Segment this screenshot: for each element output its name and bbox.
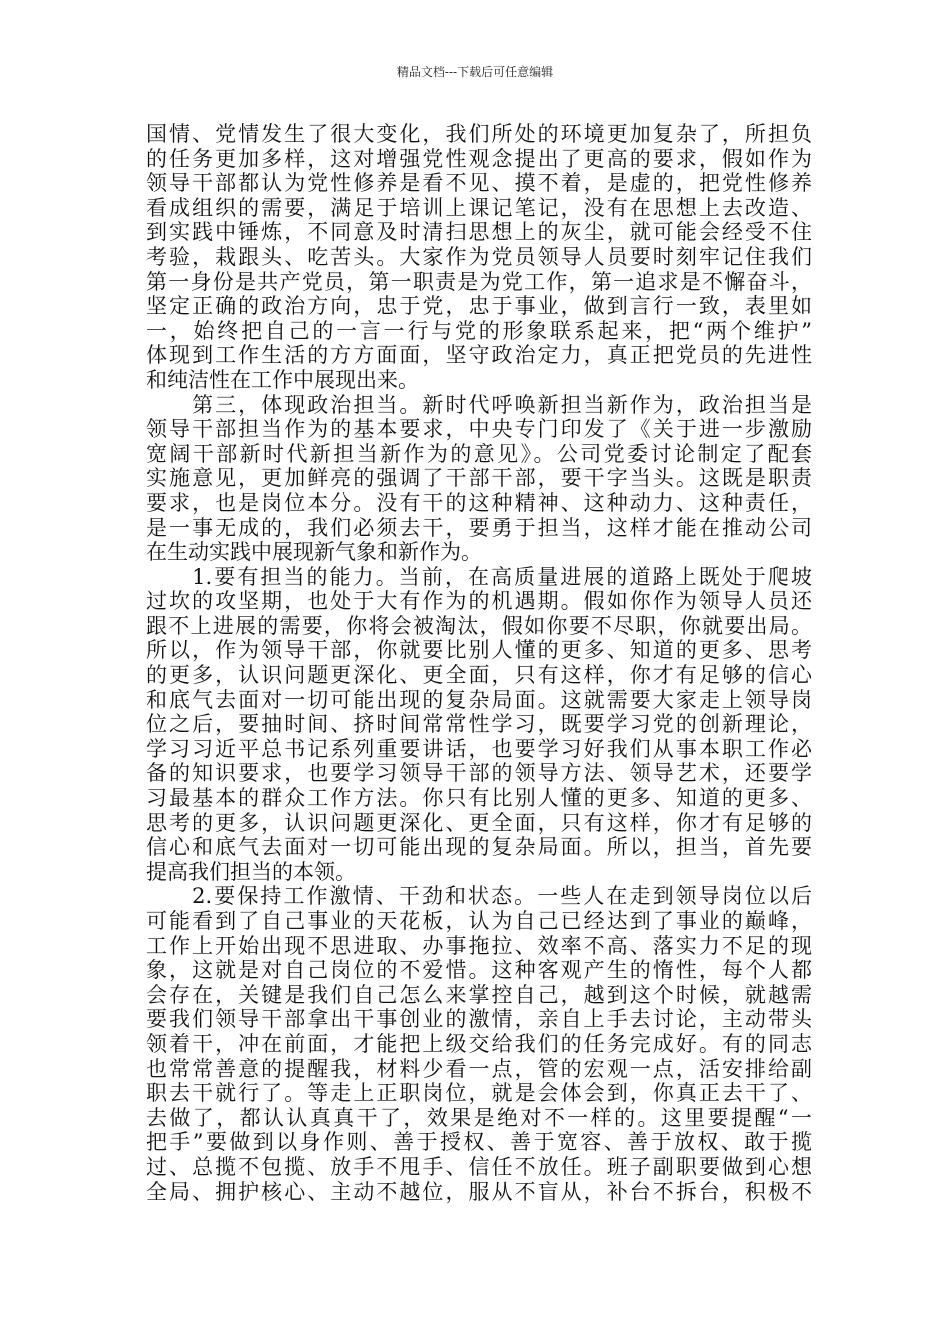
text-line: 领导干部都认为党性修养是看不见、摸不着，是虚的，把党性修养: [146, 171, 812, 196]
text-line: 宽阔干部新时代新担当新作为的意见》。公司党委讨论制定了配套: [146, 441, 812, 466]
text-line: 实施意见，更加鲜亮的强调了干部干部，要干字当头。这既是职责: [146, 466, 812, 491]
text-line: 第三，体现政治担当。新时代呼唤新担当新作为，政治担当是: [146, 392, 812, 417]
text-line: 去做了，都认认真真干了，效果是绝对不一样的。这里要提醒“一: [146, 1105, 812, 1130]
text-line: 到实践中锤炼，不同意及时清扫思想上的灰尘，就可能会经受不住: [146, 220, 812, 245]
text-line: 工作上开始出现不思进取、办事拖拉、效率不高、落实力不足的现: [146, 933, 812, 958]
document-body: [146, 122, 812, 1204]
text-line: 习最基本的群众工作方法。你只有比别人懂的更多、知道的更多、: [146, 786, 812, 811]
text-line: 和底气去面对一切可能出现的复杂局面。这就需要大家走上领导岗: [146, 687, 812, 712]
text-line: 要求，也是岗位本分。没有干的这种精神、这种动力、这种责任，: [146, 490, 812, 515]
text-line: 领导干部担当作为的基本要求，中央专门印发了《关于进一步激励: [146, 417, 812, 442]
paragraph-end-line: 在生动实践中展现新气象和新作为。: [146, 540, 482, 565]
text-line: 位之后，要抽时间、挤时间常常性学习，既要学习党的创新理论，: [146, 712, 812, 737]
text-line: 体现到工作生活的方方面面，坚守政治定力，真正把党员的先进性: [146, 343, 812, 368]
text-line: 思考的更多，认识问题更深化、更全面，只有这样，你才有足够的: [146, 810, 812, 835]
text-line: 2.要保持工作激情、干劲和状态。一些人在走到领导岗位以后: [146, 884, 812, 909]
text-line: 国情、党情发生了很大变化，我们所处的环境更加复杂了，所担负: [146, 122, 812, 146]
text-line: 过、总揽不包揽、放手不甩手、信任不放任。班子副职要做到心想: [146, 1154, 812, 1179]
paragraph-end-line: 提高我们担当的本领。: [146, 859, 356, 884]
text-line: 是一事无成的，我们必须去干，要勇于担当，这样才能在推动公司: [146, 515, 812, 540]
text-line: 一，始终把自己的一言一行与党的形象联系起来，把“两个维护”: [146, 318, 812, 343]
text-line: 信心和底气去面对一切可能出现的复杂局面。所以，担当，首先要: [146, 835, 812, 860]
text-line: 把手”要做到以身作则、善于授权、善于宽容、善于放权、敢于揽: [146, 1130, 812, 1155]
text-line: 可能看到了自己事业的天花板，认为自己已经达到了事业的巅峰，: [146, 909, 812, 933]
text-line: 跟不上进展的需要，你将会被淘汰，假如你要不尽职，你就要出局。: [146, 613, 812, 638]
text-line: 1.要有担当的能力。当前，在高质量进展的道路上既处于爬坡: [146, 564, 812, 589]
text-line: 考验，栽跟头、吃苦头。大家作为党员领导人员要时刻牢记住我们: [146, 244, 812, 269]
text-line: 领着干，冲在前面，才能把上级交给我们的任务完成好。有的同志: [146, 1031, 812, 1056]
text-line: 的更多，认识问题更深化、更全面，只有这样，你才有足够的信心: [146, 663, 812, 688]
text-line: 全局、拥护核心、主动不越位，服从不盲从，补台不拆台，积极不: [146, 1179, 812, 1204]
text-line: 象，这就是对自己岗位的不爱惜。这种客观产生的惰性，每个人都: [146, 958, 812, 983]
text-line: 会存在，关键是我们自己怎么来掌控自己，越到这个时候，就越需: [146, 982, 812, 1007]
text-line: 学习习近平总书记系列重要讲话，也要学习好我们从事本职工作必: [146, 736, 812, 761]
text-line: 也常常善意的提醒我，材料少看一点，管的宏观一点，活安排给副: [146, 1056, 812, 1081]
text-line: 看成组织的需要，满足于培训上课记笔记，没有在思想上去改造、: [146, 195, 812, 220]
paragraph-end-line: 和纯洁性在工作中展现出来。: [146, 367, 419, 392]
text-line: 要我们领导干部拿出干事创业的激情，亲自上手去讨论，主动带头: [146, 1007, 812, 1032]
text-line: 备的知识要求，也要学习领导干部的领导方法、领导艺术，还要学: [146, 761, 812, 786]
text-line: 的任务更加多样，这对增强党性观念提出了更高的要求，假如作为: [146, 146, 812, 171]
text-line: 过坎的攻坚期，也处于大有作为的机遇期。假如你作为领导人员还: [146, 589, 812, 614]
text-line: 所以，作为领导干部，你就要比别人懂的更多、知道的更多、思考: [146, 638, 812, 663]
page-header: 精品文档---下载后可任意编辑: [396, 65, 554, 79]
text-line: 职去干就行了。等走上正职岗位，就是会体会到，你真正去干了、: [146, 1081, 812, 1106]
text-line: 第一身份是共产党员，第一职责是为党工作，第一追求是不懈奋斗，: [146, 269, 812, 294]
text-line: 坚定正确的政治方向，忠于党，忠于事业，做到言行一致，表里如: [146, 294, 812, 319]
